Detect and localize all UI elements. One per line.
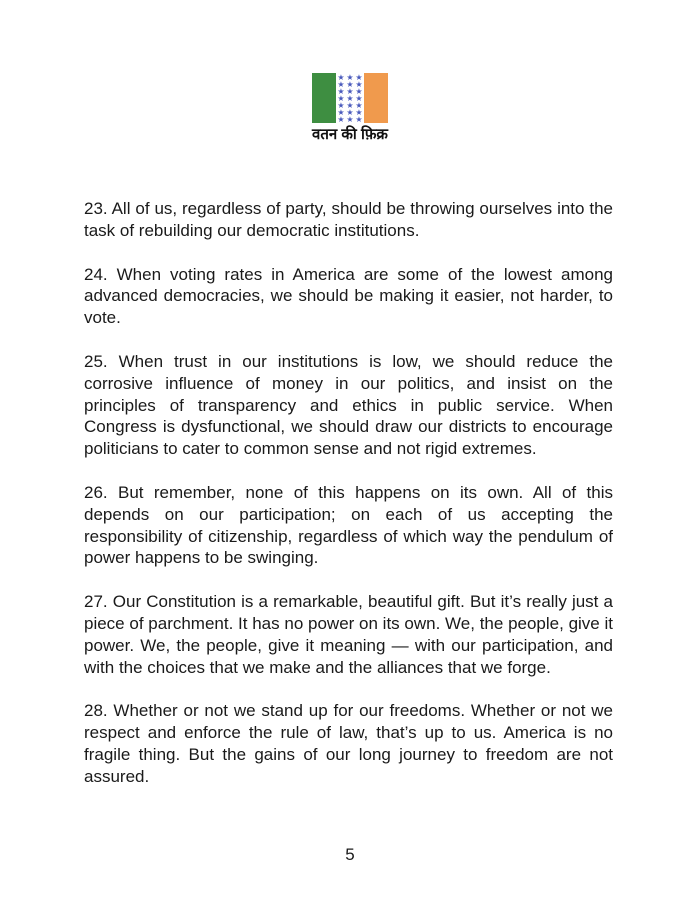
logo-caption: वतन की फ़िक्र: [312, 126, 388, 143]
star-icon: ★: [355, 86, 363, 96]
star-icon: ★: [346, 86, 354, 96]
paragraphs: [84, 198, 613, 810]
star-icon: ★: [346, 100, 354, 110]
paragraph: 27. Our Constitution is a remarkable, beautiful gift. But it’s really just a piece of parchment. It has no power on its own. We, the people, give it power. We, the people, give it meaning — with our participation, and with the choices that we make and the alliances that we forge.: [84, 592, 613, 677]
flag-stripe-orange: [364, 73, 388, 123]
paragraph: 23. All of us, regardless of party, should be throwing ourselves into the task of rebuilding our democratic institutions.: [84, 199, 613, 240]
logo: [0, 73, 700, 144]
paragraph: 26. But remember, none of this happens on its own. All of this depends on our participation; on each of us accepting the responsibility of citizenship, regardless of which way the pendulum of power happens to be swinging.: [84, 482, 613, 568]
flag-stars: [337, 74, 364, 123]
star-icon: ★: [346, 107, 354, 117]
star-icon: ★: [337, 100, 345, 110]
star-icon: ★: [355, 79, 363, 89]
star-icon: ★: [355, 114, 363, 124]
star-icon: ★: [337, 93, 345, 103]
star-icon: ★: [346, 72, 354, 82]
page-number: 5: [345, 845, 355, 864]
flag-logo: [312, 73, 388, 123]
flag-stripe-white: [336, 73, 364, 123]
star-icon: ★: [355, 72, 363, 82]
star-icon: ★: [337, 72, 345, 82]
star-row: [337, 116, 364, 123]
star-icon: ★: [346, 114, 354, 124]
star-icon: ★: [337, 114, 345, 124]
star-icon: ★: [337, 79, 345, 89]
star-icon: ★: [346, 79, 354, 89]
star-icon: ★: [337, 107, 345, 117]
paragraph: 28. Whether or not we stand up for our freedoms. Whether or not we respect and enforce the rule of law, that’s up to us. America is no fragile thing. But the gains of our long journey to freedom are not assured.: [84, 701, 613, 786]
star-icon: ★: [355, 107, 363, 117]
paragraph: 24. When voting rates in America are some of the lowest among advanced democracies, we should be making it easier, not harder, to vote.: [84, 264, 613, 328]
flag-stripe-green: [312, 73, 336, 123]
star-icon: ★: [355, 93, 363, 103]
star-icon: ★: [355, 100, 363, 110]
star-icon: ★: [337, 86, 345, 96]
paragraph: 25. When trust in our institutions is low, we should reduce the corrosive influence of money in our politics, and insist on the principles of transparency and ethics in public service. When Congress is dysfunctional, we should draw our districts to encourage politicians to cater to common sense and not rigid extremes.: [84, 351, 613, 459]
star-icon: ★: [346, 93, 354, 103]
